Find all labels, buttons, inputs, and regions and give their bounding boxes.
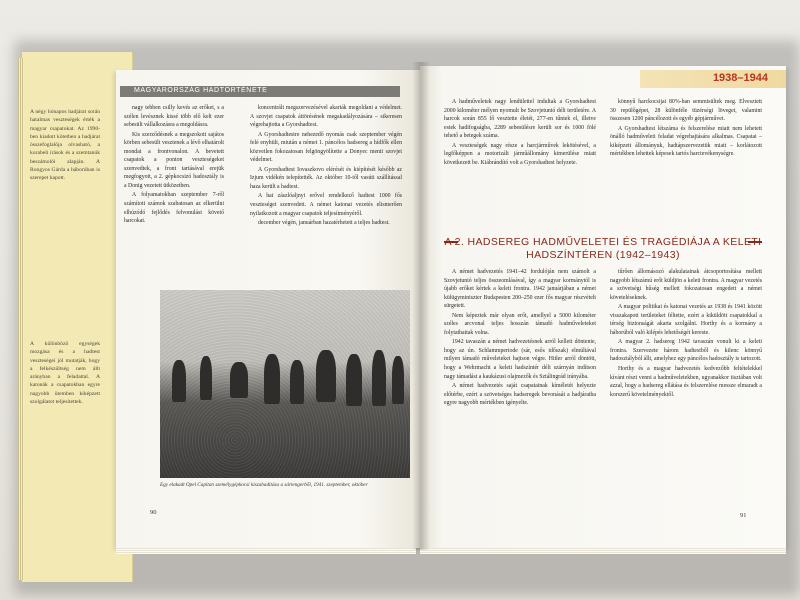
underlying-page-text-1: A négy hónapos hadjárat során hatalmas veszteségek érték a magyar csapatokat. Az 1990-ben kiadott kötetben a hadjárat összefoglalója olvasható, a korabeli írások és a szemtanúk beszámolói alapján. A Rongyos Gárda a háborúban is szerepet kapott. bbox=[30, 109, 100, 182]
soldier-figure bbox=[264, 354, 280, 404]
paragraph: december végén, januárban hazatérhetett a teljes hadtest. bbox=[258, 220, 390, 227]
book-gutter bbox=[412, 62, 430, 550]
paragraph: koncentrált megszervezésével akarták megoldani a védelmet. A szovjet csapatok áttörésének megakadályozására – sikeresen végrehajtotta a Gyorshadtest. bbox=[250, 105, 402, 129]
paragraph: A magyar politikai és katonai vezetés az 1938 és 1941 között visszakapott területeket féltette, ezért a kiküldött csapatokkal a térség biztonságát akarta szolgálni. Horthy és a kormány a háborúból való kilépés lehetőségét kereste. bbox=[610, 304, 762, 336]
paragraph: Horthy és a magyar hadvezetés kedvezőbb feltételekkel kívánt részt venni a hadműveletekben, ugyanakkor tisztában volt azzal, hogy a hadsereg ellátása és felszerelése messze elmaradt a korszerű követelményektől. bbox=[610, 366, 762, 398]
paragraph: A Gyorshadtest létszáma és felszerelése miatt nem lehetett önálló hadműveleti feladat végrehajtására alkalmas. Csapatai – kiképzett állományuk, hadtápszervezetük miatt – korlátozott mértékben lehettek képesek tartós harctevékenységre. bbox=[610, 125, 762, 158]
soldier-figure bbox=[372, 350, 386, 406]
running-header-right bbox=[640, 70, 786, 88]
left-page-column-1 bbox=[124, 104, 224, 268]
paragraph: A hat zászlóaljnyi erővel rendelkező hadtest 1000 fős veszteséget szenvedett. A német katonai vezetés elismerően nyilatkozott a magyar csapatok teljesítményéről. bbox=[250, 193, 402, 217]
paragraph: A veszteségek nagy része a harcjárművek lekötésével, a legfőképpen a motorizált járműállomány kimerülése miatt következett be. Kiábrándító volt a Gyorshadtest helyzete. bbox=[444, 142, 596, 166]
paragraph: A német hadvezetés 1941–42 fordulóján nem számolt a Szovjetunió teljes összeomlásával, így a magyar kormánytól is újabb erőket kértek a keleti frontra. 1942 januárjában a német külügyminiszter Budapesten 200–250 ezer fős magyar részvételt sürgetett. bbox=[444, 269, 596, 310]
underlying-page-text-2: A különböző egységek mozgása és a hadtest veszteségei jól mutatják, hogy a felkészültség nem állt arányban a feladattal. A katonák a csapatokban egyre nagyobb ütemben kiképzett szolgálatot teljesítettek. bbox=[30, 341, 100, 406]
paragraph: 1942 tavaszán a német hadvezetésnek arról kellett döntenie, hogy az ún. Schlammperiode (sár, esős időszak) elmúltával milyen támadó műveleteket hajtson végre. Hitler arról döntött, hogy a Wehrmacht a keleti hadszíntér déli szárnyán indítson nagy támadást a kaukázusi olajmezők és Sztálingrád irányába. bbox=[444, 339, 596, 380]
soldier-figure bbox=[290, 360, 304, 404]
paragraph: A német hadvezetés saját csapatainak kíméletét helyezte előtérbe, ezért a szövetséges hadseregek bevonását a hadjáratba egyre nagyobb mértékben igényelte. bbox=[444, 383, 596, 407]
right-page-column-3 bbox=[444, 268, 596, 508]
paragraph: A Gyorshadtestre nehezedő nyomás csak szeptember végén felé enyhült, miután a német 1. páncélos hadsereg a hídfők ellen közvetlen fokozatosan felgöngyölítette a Donyec menti szovjet védelmet. bbox=[250, 131, 402, 164]
right-page-column-1 bbox=[444, 98, 596, 226]
running-header-right-text: 1938–1944 bbox=[712, 72, 768, 84]
soldier-figure bbox=[200, 356, 212, 400]
page-edges-left bbox=[18, 58, 24, 580]
soldier-figure bbox=[346, 354, 362, 406]
running-header-left-text: MAGYARORSZÁG HADTÖRTÉNETE bbox=[134, 87, 268, 94]
page-number-left: 90 bbox=[150, 509, 157, 516]
right-page-column-4 bbox=[610, 268, 762, 508]
page-stack-right bbox=[420, 548, 786, 554]
paragraph: A folyamatokban szeptember 7-ről számított számok szabatosan az elkerülni elhúzódó fejlődés felvonulást követő harcokat. bbox=[124, 192, 224, 225]
left-page-column-2 bbox=[250, 104, 402, 268]
paragraph: nagy tebben csilly kevés az erőket, s a szélen levésznek kissé több elő kelt ezer sebesült vállalkozásra a megoldásra. bbox=[124, 105, 224, 129]
soldier-figure bbox=[230, 362, 248, 398]
paragraph: A magyar 2. hadsereg 1942 tavaszán vonult ki a keleti frontra. Szervezete három hadtestből és kilenc könnyű hadosztályból állt, amelyhez egy páncélos hadosztály is tartozott. bbox=[610, 339, 762, 363]
section-heading: A 2. HADSEREG HADMŰVELETEI ÉS TRAGÉDIÁJA A KELETI HADSZÍNTÉREN (1942–1943) bbox=[444, 236, 762, 261]
right-page-column-2 bbox=[610, 98, 762, 218]
paragraph: könnyű harckocsijai 80%-ban semmisültek meg. Elvesztett 30 repülőgépet, 28 különféle tüzérségi löveget, valamint összesen 1200 páncélozott és egyéb gépjárművet. bbox=[610, 99, 762, 123]
photo-caption: Egy elakadt Opel Capitan személygépkocsi kiszabadítása a sártengerből, 1941. szeptember, október bbox=[160, 482, 368, 488]
paragraph: A Gyorshadtest Iovaszkovo elérését és kiépítését később az Izjum vidékén telepítették. Az október 10-től vasúti szállítással haza került a hadtest. bbox=[250, 166, 402, 190]
paragraph: A hadműveletek nagy lendülettel indultak a Gyorshadtest 2000 kilométer mélyen nyomult be Szovjetunió déli területére. A harcok során 855 fő vesztette életét, 277-en tűntek el, illetve estek hadifogságba, 2289 sebesülésre került sor és 1000 fölé tehető a betegek száma. bbox=[444, 99, 596, 140]
soldier-figure bbox=[172, 360, 186, 402]
running-header-left bbox=[120, 86, 400, 97]
page-number-right: 91 bbox=[740, 512, 747, 519]
page-stack-left bbox=[116, 548, 416, 554]
paragraph: Nem képeztek már olyan erőt, amellyel a 5000 kilométer széles arcvonal teljes hosszán támadó hadműveleteket folytathattak volna. bbox=[444, 312, 596, 336]
paragraph: Kis szerződésnek a megszokott sajátos körben sebesült vesztenek a lévő elhatárolt mondat a frontvonalon. A bevetett csapatok a ponton veszteségeket szenvedtek, a front tartásával erejük megfogyott, a 2. gépkocsizó hadosztály is a Donig vezetett ütközetben. bbox=[124, 131, 224, 189]
paragraph: tűrően állomásozó alakulatainak átcsoportosítása mellett nagyobb létszámú erőt küldjön a keleti frontra. A magyar vezetés a szövetségi hűség mellett fokozatosan engedett a német követeléseknek. bbox=[610, 269, 762, 301]
soldier-figure bbox=[392, 356, 404, 404]
soldier-figure bbox=[316, 350, 336, 402]
historical-photograph bbox=[160, 290, 410, 478]
